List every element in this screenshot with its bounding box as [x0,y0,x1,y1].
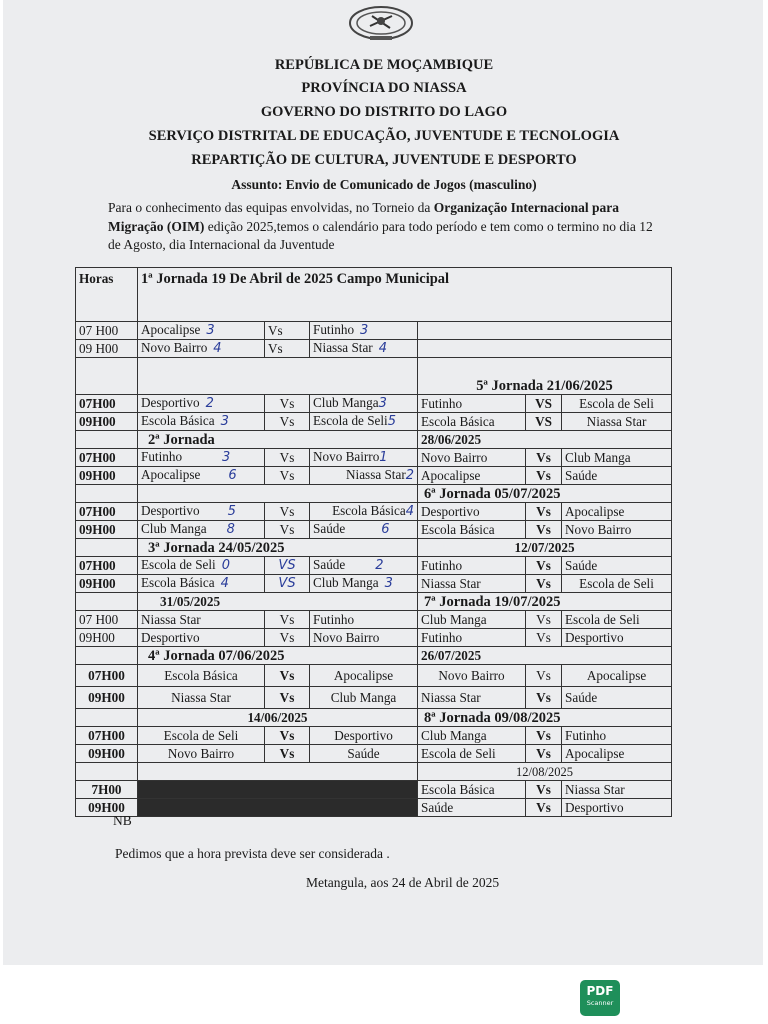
hour-cell: 7H00 [76,781,138,799]
team-cell: Futinho [418,629,526,647]
empty-cell [76,539,138,557]
team-cell: Desportivo 2 [138,395,265,413]
handwritten-score: 5 [387,414,396,429]
horas-header: Horas [76,268,138,322]
team-cell: Novo Bairro1 [310,449,418,467]
vs-cell: Vs [526,665,562,687]
table-row [76,322,672,340]
footer-note: Pedimos que a hora prevista deve ser considerada . [115,846,390,861]
vs-cell: Vs [265,322,310,340]
vs-cell: Vs [265,467,310,485]
handwritten-score: 2 [205,396,214,411]
intro-text-c: edição 2025,temos o calendário para todo período e tem como o termino no dia 12 de Agosto, dia Internacional da Juventude [108,218,653,252]
header-service: SERVIÇO DISTRITAL DE EDUCAÇÃO, JUVENTUDE E TECNOLOGIA [148,128,620,144]
table-row [76,665,672,687]
intro-text-org: Organização Internacional para Migração (OIM) [108,200,619,234]
jornada-2-title: 2ª Jornada [138,431,418,449]
hour-cell: 07H00 [76,727,138,745]
schedule-table [75,267,672,817]
team-cell: Niassa Star [418,687,526,709]
team-cell: Niassa Star2 [310,467,418,485]
empty-cell [418,322,672,340]
hour-cell: 07H00 [76,395,138,413]
redacted-block [138,781,418,799]
table-row [76,611,672,629]
pdf-scanner-logo [580,980,620,1016]
hour-cell: 09H00 [76,799,138,817]
vs-cell: Vs [526,575,562,593]
team-cell: Niassa Star [418,575,526,593]
team-cell: Club Manga 8 [138,521,265,539]
table-row [76,629,672,647]
empty-cell [418,340,672,358]
empty-cell [76,647,138,665]
vs-cell: Vs [265,521,310,539]
team-cell: Club Manga [418,727,526,745]
team-cell: Escola de Seli [138,727,265,745]
team-cell: Escola Básica 4 [138,575,265,593]
handwritten-score: 0 [221,558,230,573]
table-row [76,395,672,413]
table-row [76,593,672,611]
table-row [76,781,672,799]
empty-cell [138,358,418,395]
handwritten-score: 6 [381,522,390,537]
vs-cell: Vs [526,687,562,709]
table-row [76,745,672,763]
handwritten-score: 3 [220,414,229,429]
handwritten-score: 3 [378,396,387,411]
team-cell: Escola de Seli [562,395,672,413]
empty-cell [76,358,138,395]
team-cell: Apocalipse [418,467,526,485]
vs-cell: Vs [265,727,310,745]
team-cell: Niassa Star [138,611,265,629]
jornada-8-title: 8ª Jornada 09/08/2025 [418,709,672,727]
team-cell: Saúde 6 [310,521,418,539]
team-cell: Saúde [562,557,672,575]
header-republic: REPÚBLICA DE MOÇAMBIQUE [274,57,494,73]
hour-cell: 09 H00 [76,340,138,358]
team-cell: Escola Básica4 [310,503,418,521]
logo-text: PDF [586,984,614,998]
jornada-1-title: 1ª Jornada 19 De Abril de 2025 Campo Municipal [138,268,672,322]
table-row [76,575,672,593]
team-cell: Novo Bairro [138,745,265,763]
team-cell: Novo Bairro [418,665,526,687]
team-cell: Novo Bairro [310,629,418,647]
table-row [76,413,672,431]
team-cell: Desportivo 5 [138,503,265,521]
handwritten-score: 4 [213,341,222,356]
hour-cell: 09H00 [76,629,138,647]
team-cell: Club Manga [562,449,672,467]
team-cell: Escola de Seli5 [310,413,418,431]
team-cell: Escola Básica 3 [138,413,265,431]
vs-cell: Vs [526,449,562,467]
jornada-6-title: 6ª Jornada 05/07/2025 [418,485,672,503]
table-row [76,763,672,781]
date-1207: 12/07/2025 [418,539,672,557]
hour-cell: 07H00 [76,557,138,575]
vs-cell: Vs [526,781,562,799]
header-department: REPARTIÇÃO DE CULTURA, JUVENTUDE E DESPORTO [191,152,577,168]
team-cell: Futinho [418,395,526,413]
vs-cell: Vs [526,629,562,647]
team-cell: Saúde [310,745,418,763]
vs-cell: Vs [265,395,310,413]
team-cell: Futinho 3 [310,322,418,340]
handwritten-score: 4 [378,341,387,356]
team-cell: Desportivo [138,629,265,647]
team-cell: Saúde [562,687,672,709]
date-3105: 31/05/2025 [138,593,418,611]
empty-cell [76,709,138,727]
handwritten-score: 2 [375,558,384,573]
table-row [76,647,672,665]
team-cell: Desportivo [562,799,672,817]
table-row [76,431,672,449]
team-cell: Club Manga [310,687,418,709]
vs-cell: Vs [526,467,562,485]
team-cell: Escola Básica [418,781,526,799]
vs-cell: Vs [526,727,562,745]
logo-subtext: Scanner [586,999,614,1007]
handwritten-score: 1 [379,450,388,465]
vs-cell: VS [265,575,310,593]
team-cell: Niassa Star [138,687,265,709]
team-cell: Apocalipse [310,665,418,687]
team-cell: Saúde 2 [310,557,418,575]
date-2607: 26/07/2025 [418,647,672,665]
hour-cell: 09H00 [76,467,138,485]
table-row [76,539,672,557]
team-cell: Niassa Star [562,781,672,799]
team-cell: Club Manga 3 [310,575,418,593]
team-cell: Futinho 3 [138,449,265,467]
vs-cell: Vs [526,745,562,763]
vs-cell: Vs [526,557,562,575]
hour-cell: 07 H00 [76,322,138,340]
handwritten-score: 3 [384,576,393,591]
intro-text-a: Para o conhecimento das equipas envolvidas, no Torneio da [108,200,434,215]
table-row [76,449,672,467]
empty-cell [76,763,138,781]
team-cell: Futinho [562,727,672,745]
date-2806: 28/06/2025 [418,431,672,449]
national-emblem-icon [348,4,414,44]
hour-cell: 09H00 [76,687,138,709]
team-cell: Niassa Star [562,413,672,431]
vs-cell: Vs [265,449,310,467]
team-cell: Desportivo [562,629,672,647]
table-row [76,340,672,358]
redacted-block [138,799,418,817]
team-cell: Club Manga [418,611,526,629]
vs-cell: Vs [526,503,562,521]
empty-cell [76,431,138,449]
table-row [76,557,672,575]
team-cell: Niassa Star 4 [310,340,418,358]
team-cell: Club Manga3 [310,395,418,413]
vs-cell: Vs [526,799,562,817]
team-cell: Escola Básica [418,413,526,431]
hour-cell: 07H00 [76,503,138,521]
vs-cell: VS [526,395,562,413]
vs-cell: VS [526,413,562,431]
team-cell: Desportivo [310,727,418,745]
table-row [76,687,672,709]
empty-cell [76,485,138,503]
vs-cell: VS [265,557,310,575]
empty-cell [138,763,418,781]
team-cell: Escola de Seli [562,575,672,593]
handwritten-score: 3 [206,323,215,338]
hour-cell: 09H00 [76,745,138,763]
team-cell: Apocalipse 3 [138,322,265,340]
vs-cell: Vs [526,521,562,539]
date-1406: 14/06/2025 [138,709,418,727]
table-row [76,799,672,817]
team-cell: Escola de Seli [562,611,672,629]
table-row [76,709,672,727]
team-cell: Futinho [310,611,418,629]
empty-cell [138,485,418,503]
team-cell: Escola de Seli [418,745,526,763]
team-cell: Novo Bairro 4 [138,340,265,358]
intro-paragraph [108,199,668,255]
team-cell: Escola de Seli 0 [138,557,265,575]
team-cell: Apocalipse [562,503,672,521]
table-row [76,503,672,521]
hour-cell: 09H00 [76,413,138,431]
vs-cell: Vs [265,503,310,521]
handwritten-score: 4 [405,504,414,519]
handwritten-score: 3 [360,323,369,338]
handwritten-score: 2 [405,468,414,483]
table-row [76,268,672,322]
hour-cell: 07 H00 [76,611,138,629]
vs-cell: Vs [265,687,310,709]
jornada-5-title: 5ª Jornada 21/06/2025 [418,358,672,395]
vs-cell: Vs [265,665,310,687]
vs-cell: Vs [265,340,310,358]
vs-cell: Vs [265,611,310,629]
team-cell: Escola Básica [418,521,526,539]
handwritten-score: 4 [220,576,229,591]
jornada-4-title: 4ª Jornada 07/06/2025 [138,647,418,665]
team-cell: Apocalipse [562,665,672,687]
table-row [76,467,672,485]
team-cell: Futinho [418,557,526,575]
handwritten-score: 8 [226,522,235,537]
table-row [76,521,672,539]
handwritten-score: 3 [222,450,231,465]
team-cell: Apocalipse [562,745,672,763]
table-row [76,358,672,395]
hour-cell: 09H00 [76,575,138,593]
header-district: GOVERNO DO DISTRITO DO LAGO [260,104,508,120]
table-row [76,485,672,503]
empty-cell [76,593,138,611]
table-row [76,727,672,745]
subject-line: Assunto: Envio de Comunicado de Jogos (masculino) [231,177,537,192]
team-cell: Escola Básica [138,665,265,687]
team-cell: Saúde [418,799,526,817]
footer-place-date: Metangula, aos 24 de Abril de 2025 [306,875,500,890]
team-cell: Saúde [562,467,672,485]
nb-label: NB [113,813,132,828]
team-cell: Desportivo [418,503,526,521]
hour-cell: 09H00 [76,521,138,539]
vs-cell: Vs [526,611,562,629]
team-cell: Novo Bairro [418,449,526,467]
team-cell: Apocalipse 6 [138,467,265,485]
hour-cell: 07H00 [76,665,138,687]
vs-cell: Vs [265,745,310,763]
vs-cell: Vs [265,629,310,647]
jornada-7-title: 7ª Jornada 19/07/2025 [418,593,672,611]
jornada-3-title: 3ª Jornada 24/05/2025 [138,539,418,557]
team-cell: Novo Bairro [562,521,672,539]
handwritten-score: 6 [228,468,237,483]
handwritten-score: 5 [227,504,236,519]
header-province: PROVÍNCIA DO NIASSA [301,80,467,96]
date-1208: 12/08/2025 [418,763,672,781]
hour-cell: 07H00 [76,449,138,467]
vs-cell: Vs [265,413,310,431]
